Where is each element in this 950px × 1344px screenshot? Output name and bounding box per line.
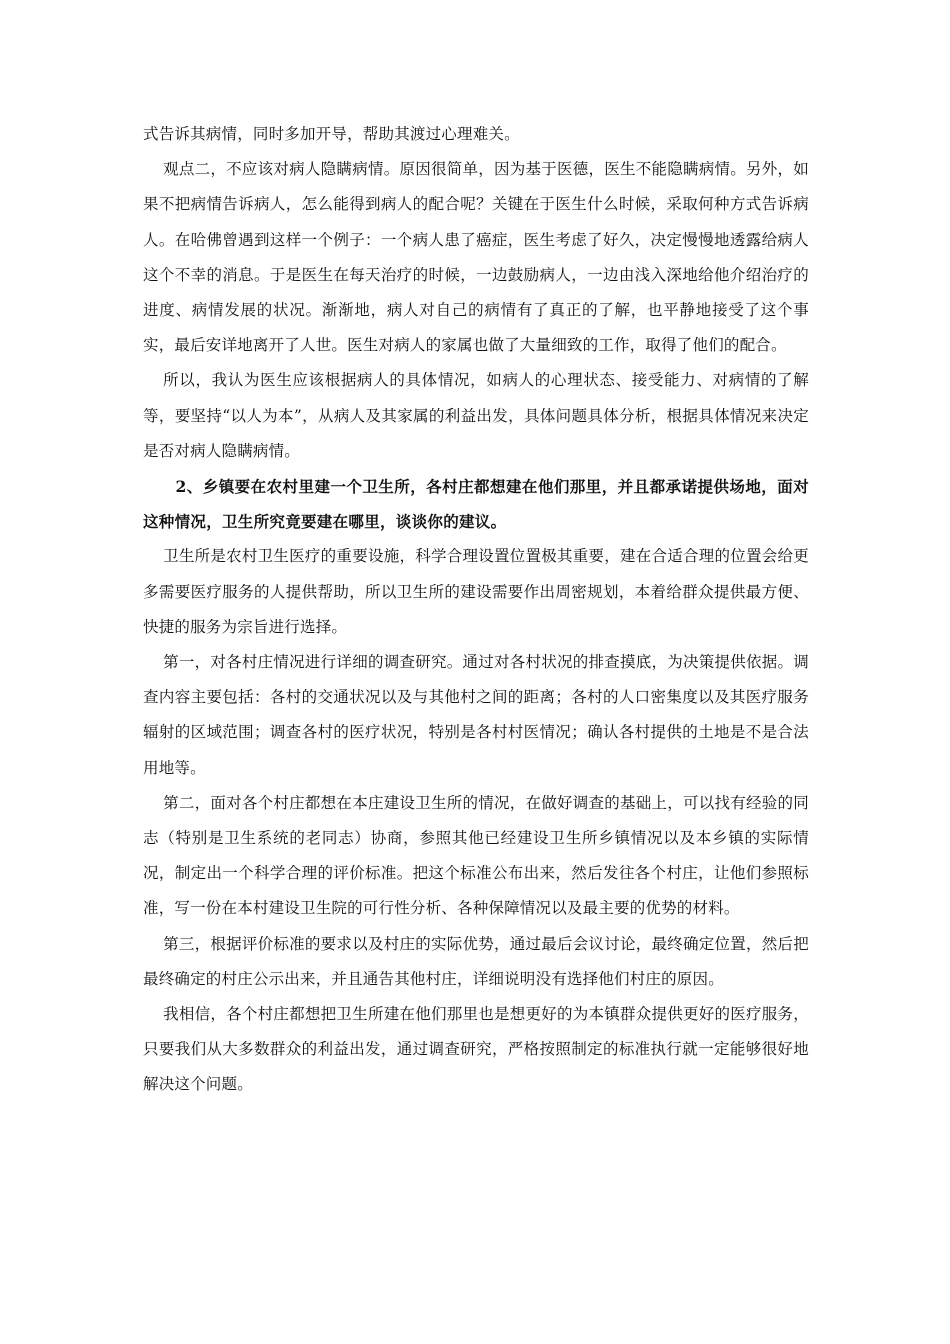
paragraph-conclusion-two: 我相信，各个村庄都想把卫生所建在他们那里也是想更好的为本镇群众提供更好的医疗服务，只要我们从大多数群众的利益出发，通过调查研究，严格按照制定的标准执行就一定能够很好地解决这个问题。 [143, 1005, 809, 1094]
paragraph-conclusion-one: 所以，我认为医生应该根据病人的具体情况，如病人的心理状态、接受能力、对病情的了解等，要坚持“以人为本”，从病人及其家属的利益出发，具体问题具体分析，根据具体情况来决定是否对病人隐瞒病情。 [143, 371, 809, 460]
paragraph-clinic-intro: 卫生所是农村卫生医疗的重要设施，科学合理设置位置极其重要，建在合适合理的位置会给更多需要医疗服务的人提供帮助，所以卫生所的建设需要作出周密规划，本着给群众提供最方便、快捷的服务为宗旨进行选择。 [143, 547, 809, 636]
paragraph-continuation: 式告诉其病情，同时多加开导，帮助其渡过心理难关。 [143, 125, 520, 143]
document-body [143, 117, 809, 1103]
paragraph-step-two: 第二，面对各个村庄都想在本庄建设卫生所的情况，在做好调查的基础上，可以找有经验的同志（特别是卫生系统的老同志）协商，参照其他已经建设卫生所乡镇情况以及本乡镇的实际情况，制定出一个科学合理的评价标准。把这个标准公布出来，然后发往各个村庄，让他们参照标准，写一份在本村建设卫生院的可行性分析、各种保障情况以及最主要的优势的材料。 [143, 793, 809, 918]
paragraph-viewpoint-two: 观点二，不应该对病人隐瞒病情。原因很简单，因为基于医德，医生不能隐瞒病情。另外，如果不把病情告诉病人，怎么能得到病人的配合呢？关键在于医生什么时候，采取何种方式告诉病人。在哈佛曾遇到这样一个例子：一个病人患了癌症，医生考虑了好久，决定慢慢地透露给病人这个不幸的消息。于是医生在每天治疗的时候，一边鼓励病人，一边由浅入深地给他介绍治疗的进度、病情发展的状况。渐渐地，病人对自己的病情有了真正的了解，也平静地接受了这个事实，最后安详地离开了人世。医生对病人的家属也做了大量细致的工作，取得了他们的配合。 [143, 160, 809, 355]
paragraph-step-three: 第三，根据评价标准的要求以及村庄的实际优势，通过最后会议讨论，最终确定位置，然后把最终确定的村庄公示出来，并且通告其他村庄，详细说明没有选择他们村庄的原因。 [143, 934, 809, 988]
paragraph-step-one: 第一，对各村庄情况进行详细的调查研究。通过对各村状况的排查摸底，为决策提供依据。调查内容主要包括：各村的交通状况以及与其他村之间的距离；各村的人口密集度以及其医疗服务辐射的区域范围；调查各村的医疗状况，特别是各村村医情况；确认各村提供的土地是不是合法用地等。 [143, 653, 809, 777]
question-heading-2: 2、乡镇要在农村里建一个卫生所，各村庄都想建在他们那里，并且都承诺提供场地，面对这种情况，卫生所究竟要建在哪里，谈谈你的建议。 [143, 477, 809, 532]
